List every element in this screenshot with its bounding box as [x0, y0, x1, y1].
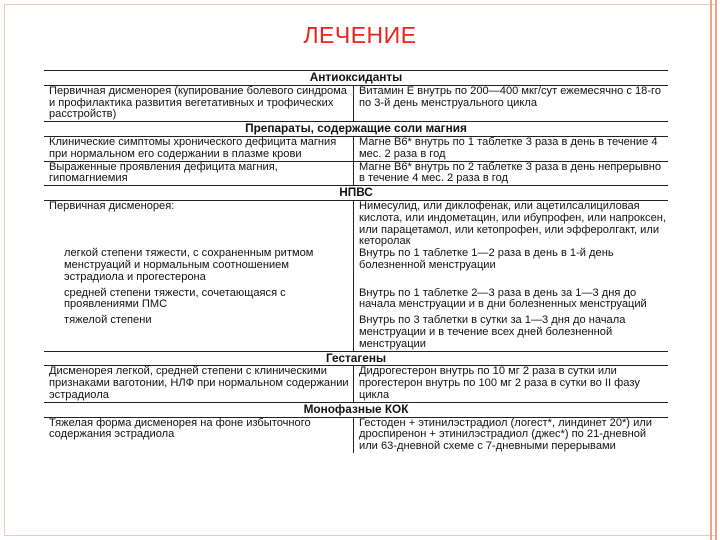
indication-cell: Тяжелая форма дисменорея на фоне избыточного содержания эстрадиола [44, 417, 354, 453]
indication-cell: тяжелой степени [64, 314, 152, 327]
table-row [44, 200, 668, 248]
indication-cell: Дисменорея легкой, средней степени с клиническими признаками ваготонии, НЛФ при нормальном содержании эстрадиола [44, 366, 354, 402]
table-row [44, 417, 668, 453]
regimen-cell: Витамин Е внутрь по 200—400 мкг/сут ежемесячно с 18-го по 3-й день менструального цикла [354, 85, 669, 121]
indication-cell: легкой степени тяжести, с сохраненным ритмом менструаций и нормальным соотношением эстрадиола и прогестерона [64, 247, 314, 283]
table-row [44, 366, 668, 402]
section-header-coc: Монофазные КОК [44, 402, 668, 417]
indication-cell: Выраженные проявления дефицита магния, гипомагниемия [44, 161, 354, 186]
table-row [44, 136, 668, 161]
table-row [44, 284, 668, 312]
table-row [44, 85, 668, 121]
section-header-gestagens: Гестагены [44, 351, 668, 366]
regimen-cell: Гестоден + этинилэстрадиол (логест*, линдинет 20*) или дроспиренон + этинилэстрадиол (джес*) по 21-дневной или 63-дневной схеме с 7-дневными перерывами [354, 417, 669, 453]
table-row [44, 311, 668, 351]
table-row [44, 161, 668, 186]
regimen-cell: Внутрь по 1 таблетке 2—3 раза в день за 1—3 дня до начала менструации и в дни болезненных менструаций [354, 284, 669, 312]
regimen-cell: Магне B6* внутрь по 2 таблетке 3 раза в день непрерывно в течение 4 мес. 2 раза в год [354, 161, 669, 186]
regimen-cell: Магне B6* внутрь по 1 таблетке 3 раза в день в течение 4 мес. 2 раза в год [354, 136, 669, 161]
regimen-cell: Дидрогестерон внутрь по 10 мг 2 раза в сутки или прогестерон внутрь по 100 мг 2 раза в сутки во II фазу цикла [354, 366, 669, 402]
treatment-table [44, 70, 668, 453]
indication-cell: средней степени тяжести, сочетающаяся с проявлениями ПМС [64, 286, 286, 311]
decorative-frame [708, 0, 720, 540]
indication-cell: Клинические симптомы хронического дефицита магния при нормальном его содержании в плазме крови [44, 136, 354, 161]
indication-cell: Первичная дисменорея (купирование болевого синдрома и профилактика развития вегетативных и трофических расстройств) [44, 85, 354, 121]
table-row [44, 248, 668, 283]
regimen-cell: Нимесулид, или диклофенак, или ацетилсалициловая кислота, или индометацин, или ибупрофен, или напроксен, или парацетамол, или кетопрофен, или эфферолгакт, или кеторолак [354, 200, 669, 248]
slide-title: ЛЕЧЕНИЕ [303, 22, 417, 48]
section-header-antioxidants: Антиоксиданты [44, 71, 668, 86]
regimen-cell: Внутрь по 1 таблетке 1—2 раза в день в 1-й день болезненной менструации [354, 248, 669, 283]
section-header-magnesium: Препараты, содержащие соли магния [44, 122, 668, 137]
regimen-cell: Внутрь по 3 таблетки в сутки за 1—3 дня до начала менструации и в течение всех дней болезненной менструации [354, 311, 669, 351]
section-header-nsaids: НПВС [44, 186, 668, 201]
indication-cell: Первичная дисменорея: [44, 200, 354, 248]
